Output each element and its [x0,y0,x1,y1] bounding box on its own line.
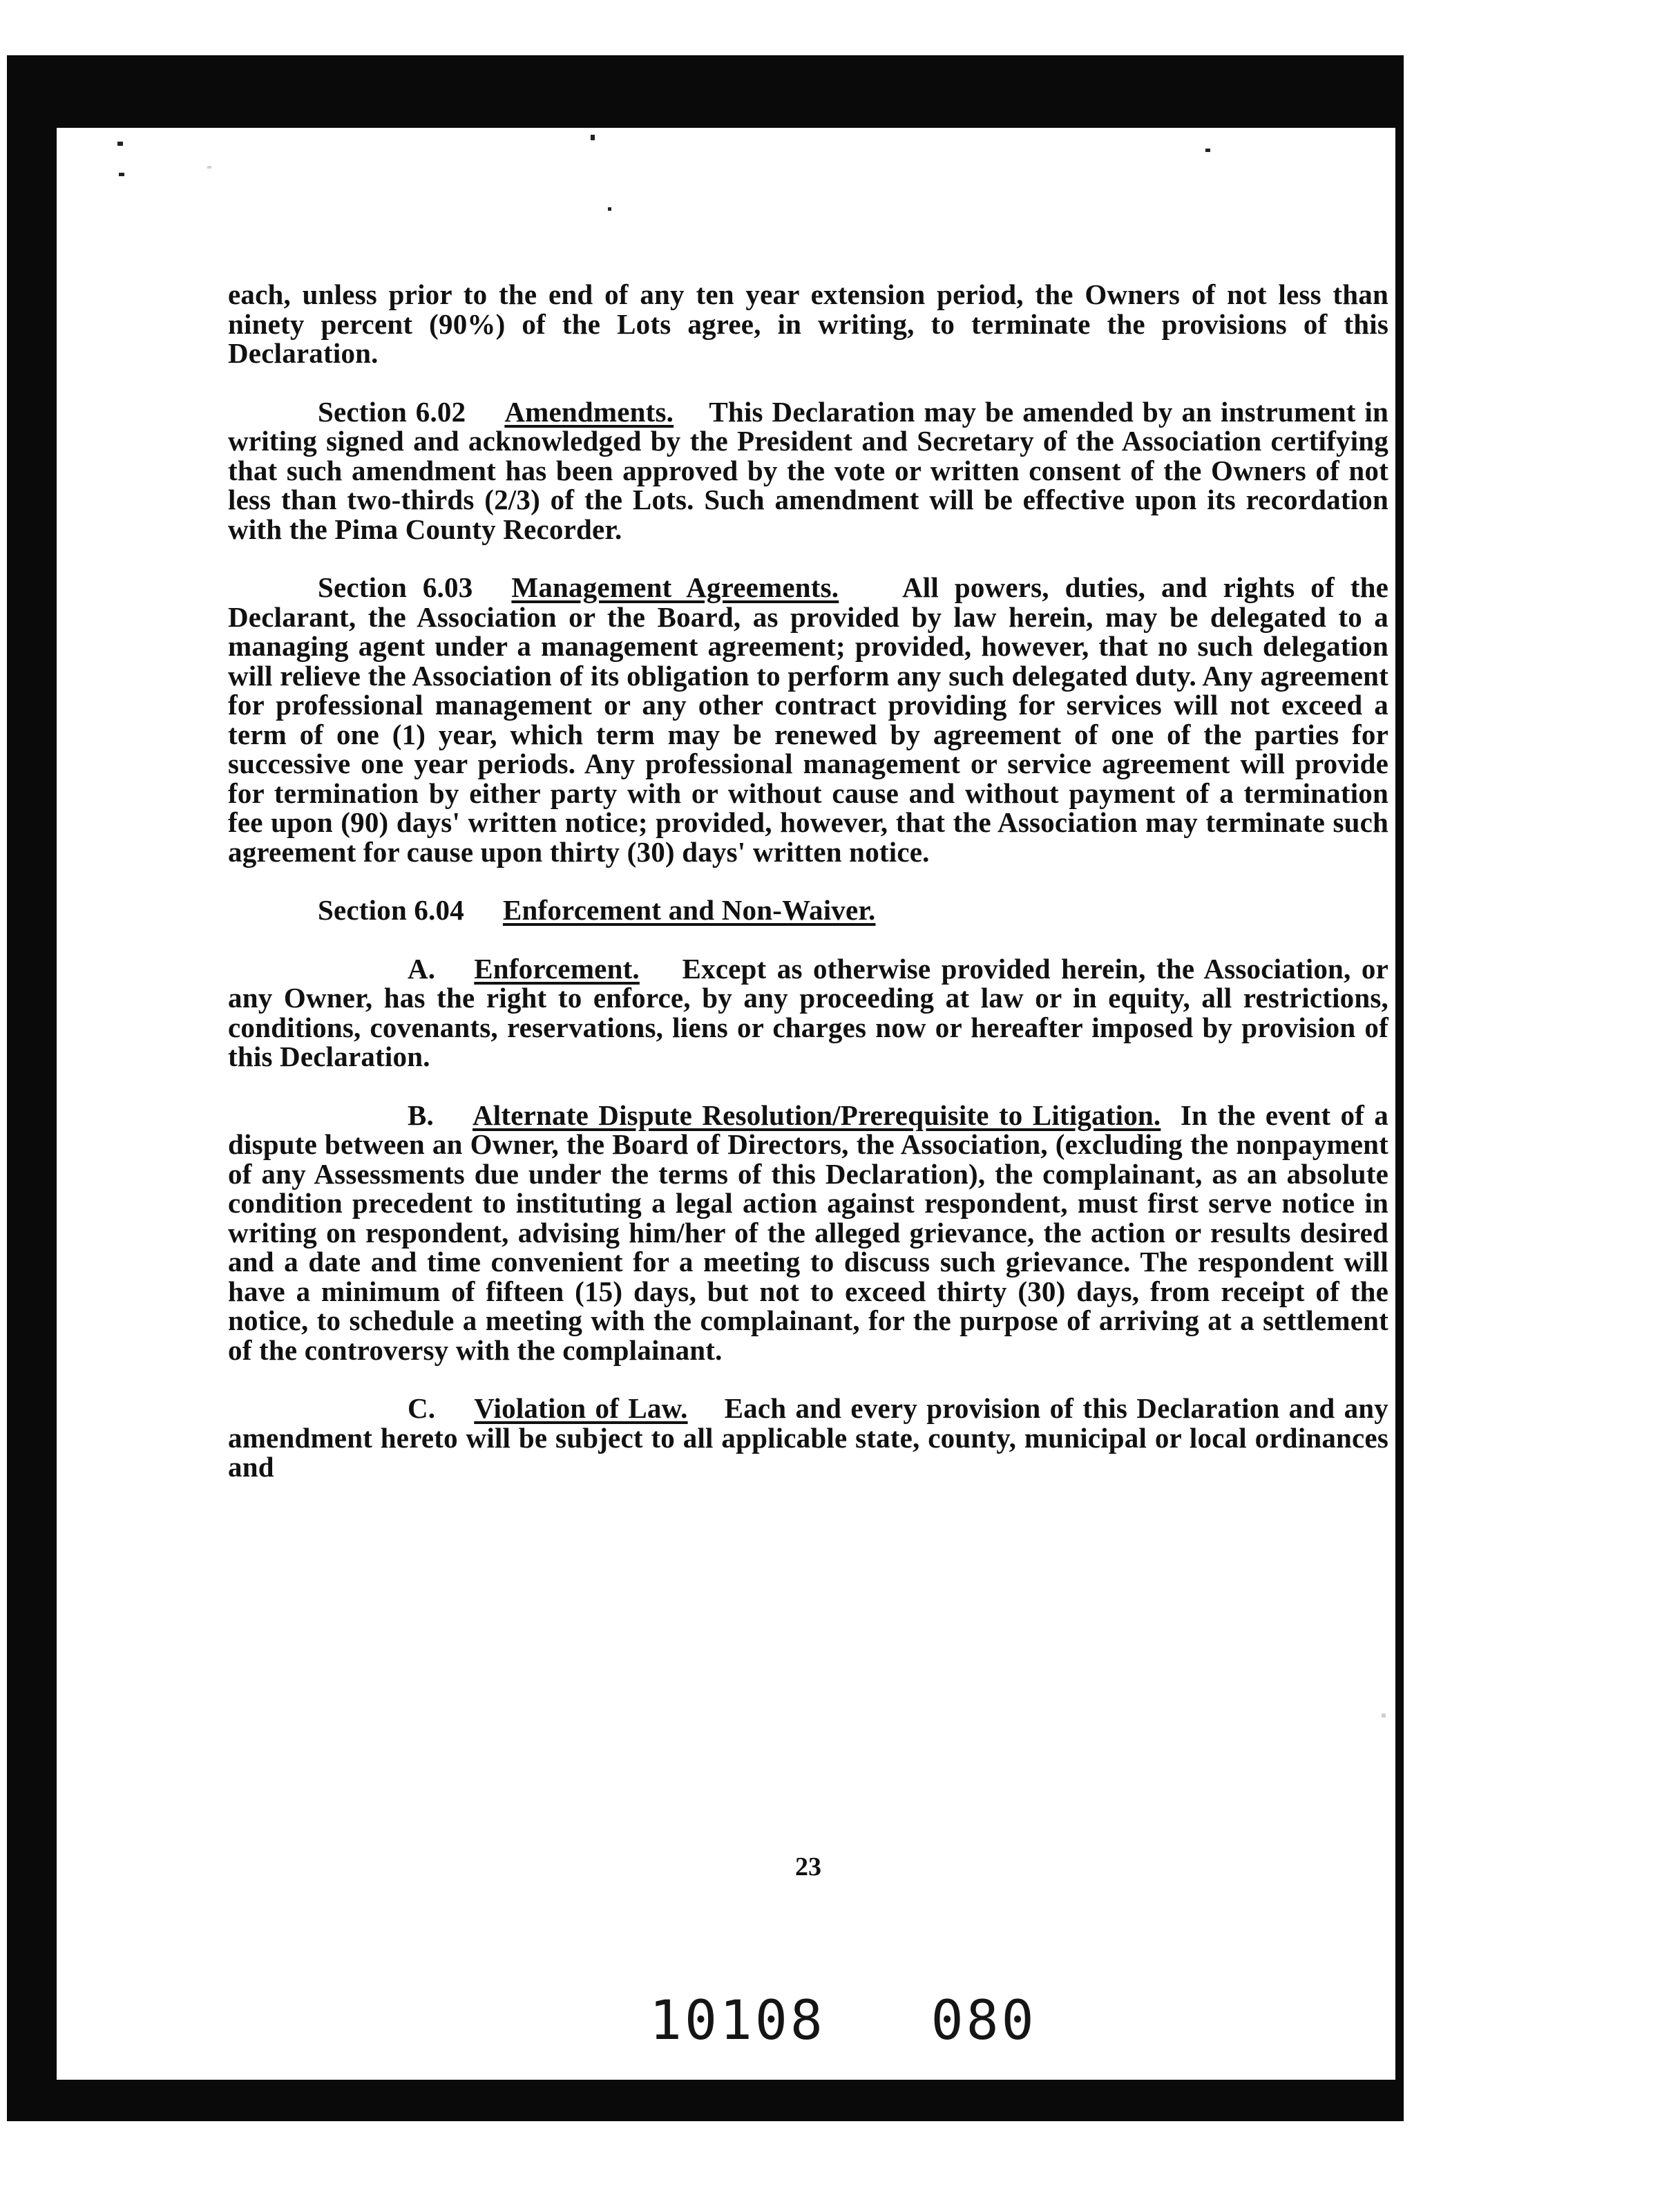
section-6-04 [318,895,1388,925]
document-body [228,280,1388,1511]
scan-speck [207,166,211,169]
section-body: This Declaration may be amended by an instrument in writing signed and acknowledged by the President and Secretary of the Association certifying that such amendment has been approved by the vote or written consent of the Owners of not less than two-thirds (2/3) of the Lots. Such amendment will be effective upon its recordation with the Pima County Recorder. [228,395,1388,545]
scan-speck [608,207,611,211]
scan-border-right [1395,55,1404,2100]
section-title: Enforcement and Non-Waiver. [502,894,876,926]
subsection-title: Alternate Dispute Resolution/Prerequisite to Litigation. [472,1099,1161,1131]
subsection-title: Enforcement. [474,952,640,985]
scan-speck [1382,1714,1386,1718]
scan-speck [1205,149,1210,152]
recording-number: 10108 080 [649,1990,1037,2052]
scan-border-top [7,55,1402,128]
subsection-letter: A. [408,952,436,985]
scan-speck [117,142,123,146]
section-title: Management Agreements. [511,571,839,603]
section-number: Section 6.03 [318,571,473,603]
subsection-body: Each and every provision of this Declaration and any amendment hereto will be subject to all applicable state, county, municipal or local ordinances and [228,1392,1388,1483]
subsection-body: In the event of a dispute between an Owner, the Board of Directors, the Association, (excluding the nonpayment of any Assessments due under the terms of this Declaration), the complainant, as an absolute condition precedent to instituting a legal action against respondent, must first serve notice in writing on respondent, advising him/her of the alleged grievance, the action or results desired and a date and time convenient for a meeting to discuss such grievance. The respondent will have a minimum of fifteen (15) days, but not to exceed thirty (30) days, from receipt of the notice, to schedule a meeting with the complainant, for the purpose of arriving at a settlement of the controversy with the complainant. [228,1099,1388,1366]
scan-border-bottom [7,2080,1404,2121]
section-6-03 [228,573,1388,866]
subsection-c [228,1394,1388,1482]
page-number: 23 [795,1852,821,1881]
section-number: Section 6.04 [318,894,464,926]
subsection-title: Violation of Law. [474,1392,688,1424]
subsection-letter: C. [408,1392,436,1424]
scan-border-left [7,55,57,2100]
subsection-a [228,954,1388,1072]
scan-speck [119,173,124,176]
section-number: Section 6.02 [318,395,466,428]
section-body: All powers, duties, and rights of the Declarant, the Association or the Board, as provided by law herein, may be delegated to a managing agent under a management agreement; provided, however, that no such delegation will relieve the Association of its obligation to perform any such delegated duty. Any agreement for professional management or any other contract providing for services will not exceed a term of one (1) year, which term may be renewed by agreement of one of the parties for successive one year periods. Any professional management or service agreement will provide for termination by either party with or without cause and without payment of a termination fee upon (90) days' written notice; provided, however, that the Association may terminate such agreement for cause upon thirty (30) days' written notice. [228,571,1388,868]
section-6-02 [228,397,1388,544]
scan-speck [591,135,595,140]
subsection-letter: B. [408,1099,434,1131]
subsection-b [228,1101,1388,1365]
section-title: Amendments. [504,395,674,428]
subsection-body: Except as otherwise provided herein, the Association, or any Owner, has the right to enforce, by any proceeding at law or in equity, all restrictions, conditions, covenants, reservations, liens or charges now or hereafter imposed by provision of this Declaration. [228,952,1388,1072]
opening-paragraph: each, unless prior to the end of any ten year extension period, the Owners of not less than ninety percent (90%) of the Lots agree, in writing, to terminate the provisions of this Declaration. [228,278,1388,369]
